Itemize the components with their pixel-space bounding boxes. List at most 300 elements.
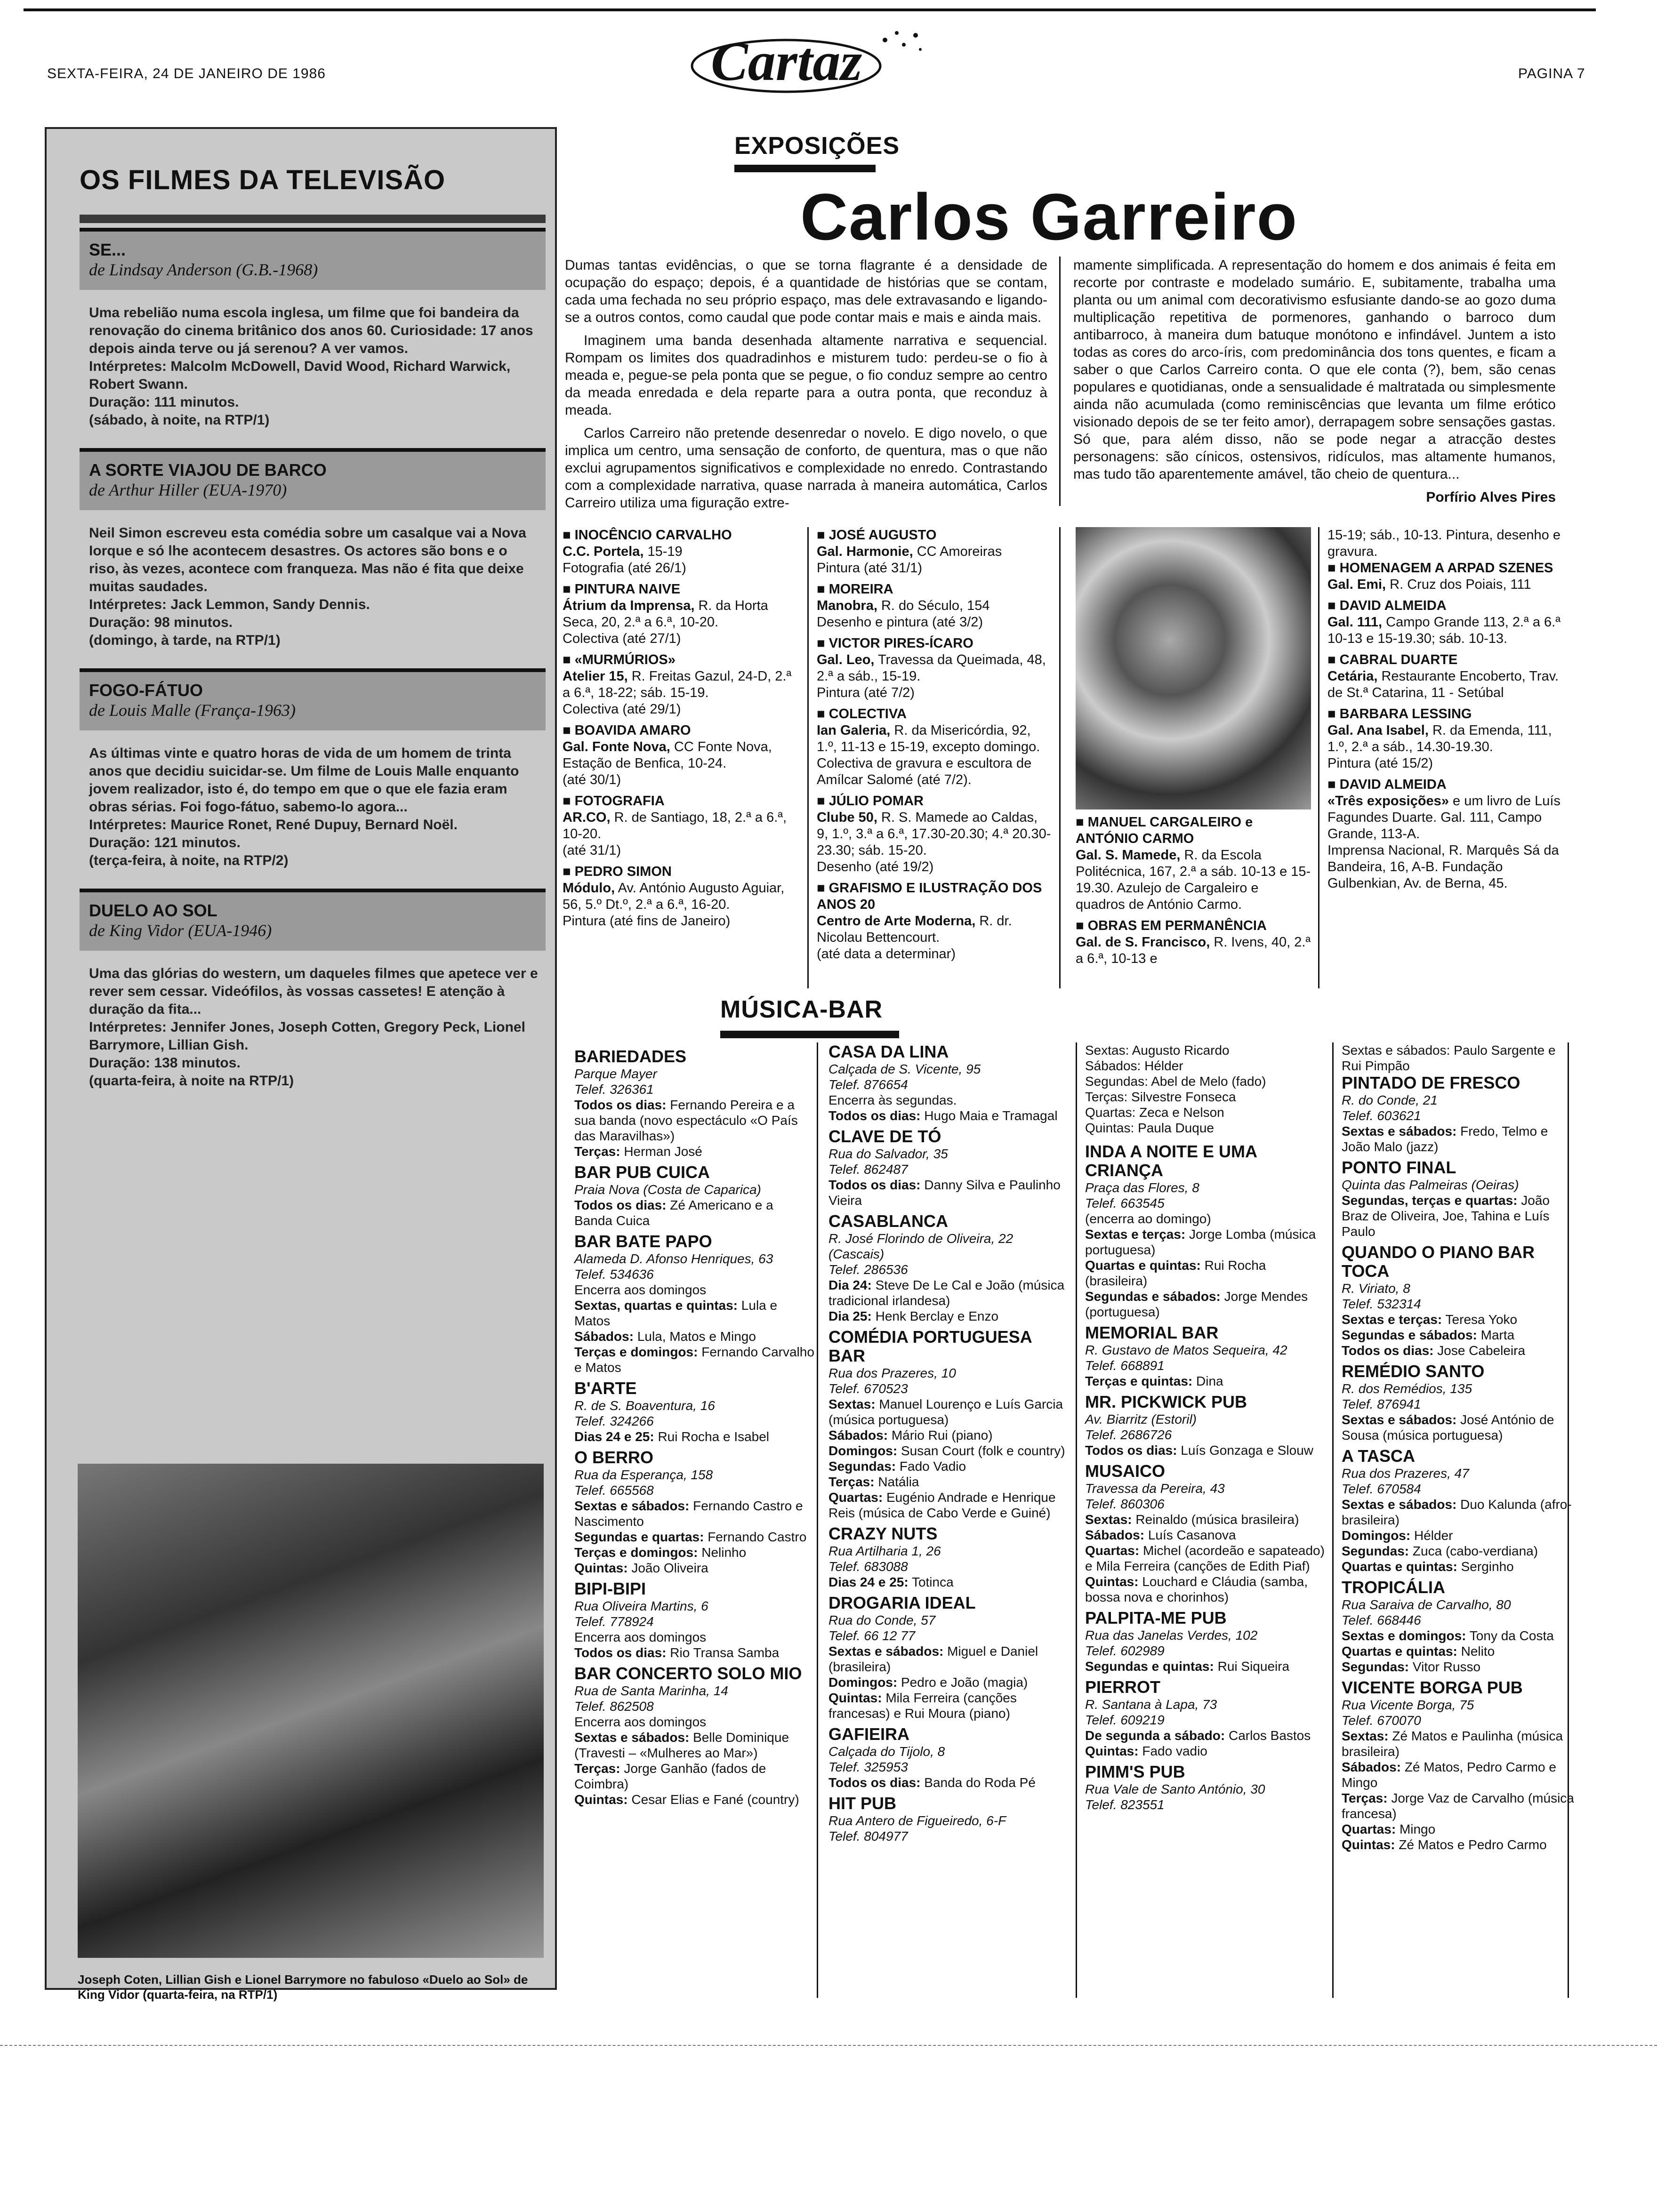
bar-listing	[1085, 1609, 1325, 1674]
bar-name: BAR PUB CUICA	[574, 1162, 710, 1182]
exhibition-details: R. de Santiago, 18, 2.ª a 6.ª, 10-20.	[563, 810, 787, 842]
schedule-act: Mila Ferreira (canções francesas) e Rui Moura (piano)	[828, 1691, 1017, 1721]
exhibition-name: ■ VICTOR PIRES-ÍCARO	[817, 635, 1052, 652]
schedule-line	[1342, 1528, 1577, 1543]
bar-phone: Telef. 324266	[574, 1414, 654, 1428]
schedule-act: Augusto Ricardo	[1132, 1043, 1230, 1058]
schedule-line	[1085, 1058, 1325, 1074]
bar-name: BARIEDADES	[574, 1047, 687, 1066]
schedule-line	[1085, 1089, 1325, 1105]
schedule-days: Quintas:	[1342, 1837, 1395, 1852]
film-director: de Louis Malle (França-1963)	[89, 701, 296, 720]
listing-continuation: 15-19; sáb., 10-13. Pintura, desenho e gravura.	[1327, 528, 1560, 559]
schedule-days: Todos os dias:	[1085, 1443, 1177, 1458]
schedule-act: Encerra aos domingos	[574, 1715, 707, 1729]
schedule-days: Quartas:	[1085, 1105, 1136, 1120]
bar-phone: Telef. 286536	[828, 1262, 908, 1277]
exhibition-venue: Gal. S. Mamede,	[1076, 848, 1181, 863]
exhibition-venue-line	[1076, 847, 1311, 913]
bar-address: Rua Artilharia 1, 26	[828, 1544, 941, 1558]
schedule-days: Quartas e quintas:	[1342, 1559, 1457, 1574]
exhibition-name: ■ HOMENAGEM A ARPAD SZENES	[1327, 560, 1563, 577]
film-description	[80, 730, 546, 884]
schedule-act: Fado Vadio	[899, 1459, 966, 1474]
exhibition-details: R. dr. Nicolau Bettencourt.	[817, 914, 1012, 945]
top-rule	[24, 8, 1596, 11]
listing-group	[1327, 560, 1563, 892]
schedule-act: Lula, Matos e Mingo	[637, 1329, 756, 1344]
exhibition-venue: Manobra,	[817, 598, 877, 613]
schedule-days: De segunda a sábado:	[1085, 1728, 1225, 1743]
bar-name: CRAZY NUTS	[828, 1524, 938, 1543]
exhibition-details: Travessa da Queimada, 48, 2.ª a sáb., 15-19.	[817, 652, 1046, 684]
film-director: de Lindsay Anderson (G.B.-1968)	[89, 260, 318, 279]
music-col-3	[1085, 1042, 1325, 1816]
schedule-days: Terças e quintas:	[1085, 1374, 1193, 1388]
schedule-days: Quartas:	[1342, 1822, 1396, 1836]
schedule-line	[574, 1282, 814, 1298]
film-synopsis: Neil Simon escreveu esta comédia sobre um casalque vai a Nova Iorque e só lhe acontecem desastres. Os actores são bons e o riso, às vezes, acontece com franqueza. Mas não é fita que deixe muitas saudades.	[89, 525, 526, 594]
exhibition-details: CC Fonte Nova, Estação de Benfica, 10-24.	[563, 739, 772, 771]
exhibition-note: Colectiva (até 29/1)	[563, 702, 681, 717]
schedule-act: Rui Rocha e Isabel	[658, 1429, 770, 1444]
schedule-days: Quartas e quintas:	[1342, 1644, 1457, 1659]
schedule-act: Carlos Bastos	[1228, 1728, 1311, 1743]
exhibition-venue-line	[817, 913, 1052, 946]
bar-address: R. José Florindo de Oliveira, 22 (Cascais)	[828, 1231, 1014, 1261]
bar-name: INDA A NOITE E UMA CRIANÇA	[1085, 1142, 1257, 1180]
schedule-line	[828, 1574, 1069, 1590]
bar-name: GAFIEIRA	[828, 1724, 910, 1744]
schedule-line	[1085, 1258, 1325, 1289]
exhibition-note: Imprensa Nacional, R. Marquês Sá da Bandeira, 16, A-B. Fundação Gulbenkian, Av. de Berna, 45.	[1327, 843, 1559, 891]
exhibition-listing	[563, 652, 798, 718]
bar-phone: Telef. 804977	[828, 1829, 908, 1843]
column-rule	[1076, 1042, 1077, 1998]
exhibition-note: Desenho (até 19/2)	[817, 859, 934, 874]
bar-phone: Telef. 2686726	[1085, 1427, 1172, 1442]
cartaz-logo	[683, 21, 927, 96]
schedule-line	[574, 1298, 814, 1329]
bar-address: Travessa da Pereira, 43	[1085, 1481, 1225, 1496]
schedule-act: Silvestre Fonseca	[1131, 1090, 1236, 1104]
schedule-act: Tony da Costa	[1469, 1628, 1554, 1643]
exhibition-name: ■ «MURMÚRIOS»	[563, 652, 798, 668]
exhibition-venue: Gal. Fonte Nova,	[563, 739, 670, 754]
schedule-line	[1342, 1312, 1577, 1327]
schedule-line	[1085, 1373, 1325, 1389]
schedule-line	[1085, 1443, 1325, 1458]
bar-phone: Telef. 663545	[1085, 1196, 1165, 1210]
schedule-days: Quintas:	[1085, 1121, 1134, 1135]
bar-phone: Telef. 670584	[1342, 1482, 1421, 1496]
bar-name: CASABLANCA	[828, 1211, 948, 1231]
bar-phone: Telef. 670070	[1342, 1713, 1421, 1728]
film-schedule: (sábado, à noite, na RTP/1)	[89, 412, 270, 428]
schedule-days: Quintas:	[1085, 1574, 1139, 1589]
bar-listing	[828, 1042, 1069, 1123]
schedule-days: Segundas e quintas:	[1085, 1659, 1214, 1674]
bar-address: R. Gustavo de Matos Sequeira, 42	[1085, 1343, 1287, 1357]
schedule-days: Todos os dias:	[574, 1198, 667, 1212]
bar-address: Rua Vale de Santo António, 30	[1085, 1782, 1265, 1796]
film-schedule: (domingo, à tarde, na RTP/1)	[89, 633, 281, 648]
schedule-line	[574, 1329, 814, 1344]
schedule-line	[574, 1792, 814, 1807]
bar-name: VICENTE BORGA PUB	[1342, 1678, 1523, 1697]
exhibition-venue-line	[563, 668, 798, 701]
exhibition-name: ■ INOCÊNCIO CARVALHO	[563, 527, 798, 544]
schedule-days: Sextas:	[1085, 1043, 1129, 1058]
bar-name: MR. PICKWICK PUB	[1085, 1392, 1247, 1411]
schedule-days: Sextas e sábados:	[1342, 1124, 1457, 1138]
exhibition-listing	[563, 581, 798, 647]
bar-phone: Telef. 860306	[1085, 1497, 1165, 1511]
schedule-line	[1342, 1759, 1577, 1790]
bar-listing	[828, 1594, 1069, 1721]
schedule-days: Sextas e sábados:	[1342, 1497, 1457, 1512]
schedule-line	[1085, 1543, 1325, 1574]
exhibition-details: R. da Misericórdia, 92, 1.º, 11-13 e 15-19, excepto domingo.	[817, 723, 1040, 754]
schedule-line	[1085, 1211, 1325, 1226]
schedule-line	[574, 1197, 814, 1228]
schedule-act: Reinaldo (música brasileira)	[1135, 1512, 1299, 1527]
bar-phone: Telef. 603621	[1342, 1108, 1421, 1123]
exhibition-venue-line	[563, 880, 798, 913]
schedule-days: Sábados:	[574, 1329, 634, 1344]
schedule-days: Dias 24 e 25:	[574, 1429, 654, 1444]
column-rule	[1568, 1042, 1569, 1998]
schedule-act: Susan Court (folk e country)	[901, 1443, 1065, 1458]
schedule-line	[574, 1097, 814, 1144]
schedule-act: Totinca	[911, 1575, 954, 1589]
film-header	[80, 448, 546, 510]
listings-col-2	[817, 527, 1052, 967]
bar-address: R. Santana à Lapa, 73	[1085, 1697, 1217, 1712]
film-schedule: (terça-feira, à noite, na RTP/2)	[89, 853, 289, 868]
film-cast: Malcolm McDowell, David Wood, Richard Warwick, Robert Swann.	[89, 359, 511, 392]
bar-listing	[1342, 1362, 1577, 1443]
music-list	[1085, 1142, 1325, 1812]
schedule-days: Segundas:	[828, 1459, 896, 1474]
schedule-days: Todos os dias:	[828, 1178, 921, 1192]
bar-name: BAR CONCERTO SOLO MIO	[574, 1664, 802, 1683]
listings-col-1	[563, 527, 798, 934]
schedule-line	[574, 1498, 814, 1529]
bar-listing	[574, 1579, 814, 1660]
exhibition-venue: Módulo,	[563, 881, 615, 896]
duration-label: Duração:	[89, 615, 151, 630]
schedule-line	[1342, 1343, 1577, 1358]
exhibition-venue-line	[1327, 614, 1563, 647]
bar-address: Rua dos Prazeres, 47	[1342, 1466, 1469, 1481]
schedule-act: Jorge Mendes (portuguesa)	[1085, 1289, 1308, 1319]
schedule-act: Mário Rui (piano)	[891, 1428, 993, 1443]
bar-phone: Telef. 876941	[1342, 1397, 1421, 1411]
exhibition-venue-line	[563, 809, 798, 842]
schedule-act: Teresa Yoko	[1445, 1312, 1518, 1327]
exhibition-details: e um livro de Luís Fagundes Duarte. Gal. 111, Campo Grande, 113-A.	[1327, 793, 1560, 842]
schedule-days: Segundas e quartas:	[574, 1530, 704, 1544]
schedule-act: Danny Silva e Paulinho Vieira	[828, 1178, 1061, 1208]
exhibition-venue: «Três exposições»	[1327, 793, 1449, 809]
duration-label: Duração:	[89, 394, 151, 410]
schedule-act: Jorge Lomba (música portuguesa)	[1085, 1227, 1316, 1257]
schedule-days: Terças:	[574, 1761, 620, 1776]
exhibition-venue: Gal. Emi,	[1327, 577, 1386, 592]
schedule-line	[1342, 1790, 1577, 1821]
bar-address: Rua do Conde, 57	[828, 1613, 936, 1627]
bar-listing	[1085, 1323, 1325, 1389]
schedule-days: Segundas:	[1085, 1074, 1148, 1089]
exhibition-listing	[1327, 560, 1563, 593]
film-synopsis: Uma rebelião numa escola inglesa, um filme que foi bandeira da renovação do cinema britânico dos anos 60. Curiosidade: 17 anos depois ainda terve ou já serenou? A ver vamos.	[89, 305, 533, 356]
schedule-days: Sextas e terças:	[1085, 1227, 1186, 1242]
bar-phone: Telef. 66 12 77	[828, 1628, 916, 1643]
music-continuation	[1085, 1042, 1325, 1136]
schedule-act: Nelinho	[701, 1545, 747, 1560]
exhibition-venue-line	[1327, 668, 1563, 701]
schedule-act: Abel de Melo (fado)	[1151, 1074, 1266, 1089]
schedule-line	[1085, 1659, 1325, 1674]
exhibition-name: ■ BARBARA LESSING	[1327, 706, 1563, 722]
schedule-days: Sábados:	[1085, 1528, 1145, 1542]
schedule-days: Quintas:	[574, 1792, 628, 1807]
schedule-act: Steve De Le Cal e João (música tradicional irlandesa)	[828, 1278, 1065, 1308]
schedule-days: Sextas e sábados:	[574, 1730, 690, 1745]
cast-label: Intérpretes:	[89, 817, 167, 833]
schedule-act: Fernando Castro	[708, 1530, 807, 1544]
bar-phone: Telef. 665568	[574, 1483, 654, 1498]
schedule-act: Manuel Lourenço e Luís Garcia (música portuguesa)	[828, 1397, 1063, 1427]
film-item	[80, 668, 546, 884]
bar-name: PONTO FINAL	[1342, 1158, 1456, 1177]
exhibition-venue: Gal. 111,	[1327, 615, 1383, 630]
bar-address: Rua da Esperança, 158	[574, 1467, 713, 1482]
exhibition-details: R. Freitas Gazul, 24-D, 2.ª a 6.ª, 18-22; sáb. 15-19.	[563, 669, 792, 700]
schedule-days: Quintas:	[828, 1691, 882, 1705]
schedule-days: Todos os dias:	[574, 1645, 667, 1660]
schedule-line	[1342, 1837, 1577, 1852]
exhibition-note: Desenho e pintura (até 3/2)	[817, 615, 983, 630]
schedule-act: Fernando Pereira e a sua banda (novo espectáculo «O País das Maravilhas»)	[574, 1098, 798, 1143]
film-header	[80, 668, 546, 730]
exhibition-venue: Gal. Leo,	[817, 652, 875, 667]
schedule-days: Sextas e sábados:	[828, 1644, 944, 1659]
exhibition-name: ■ FOTOGRAFIA	[563, 793, 798, 809]
bar-listing	[574, 1664, 814, 1807]
exhibition-note: Pintura (até 7/2)	[817, 685, 915, 700]
schedule-line	[574, 1144, 814, 1159]
bar-listing	[828, 1328, 1069, 1521]
bar-address: R. dos Remédios, 135	[1342, 1381, 1472, 1396]
schedule-days: Todos os dias:	[828, 1108, 921, 1123]
exhibition-venue: Clube 50,	[817, 810, 877, 825]
schedule-act: Hugo Maia e Tramagal	[924, 1108, 1058, 1123]
bar-address: R. de S. Boaventura, 16	[574, 1398, 715, 1413]
bar-address: Rua de Santa Marinha, 14	[574, 1683, 728, 1698]
schedule-act: Rio Transa Samba	[670, 1645, 780, 1660]
schedule-act: Zé Matos e Pedro Carmo	[1399, 1837, 1547, 1852]
schedule-act: Fernando Carvalho e Matos	[574, 1345, 814, 1375]
schedule-days: Terças:	[1085, 1090, 1128, 1104]
exhibition-venue-line	[1327, 793, 1563, 842]
schedule-act: Jorge Ganhão (fados de Coimbra)	[574, 1761, 766, 1791]
bar-name: COMÉDIA PORTUGUESA BAR	[828, 1327, 1032, 1365]
bar-phone: Telef. 683088	[828, 1559, 908, 1574]
bar-phone: Telef. 534636	[574, 1267, 654, 1282]
schedule-days: Domingos:	[1342, 1528, 1411, 1543]
schedule-line	[574, 1714, 814, 1730]
film-item	[80, 228, 546, 443]
schedule-line	[828, 1092, 1069, 1108]
schedule-line	[1085, 1105, 1325, 1120]
schedule-act: Miguel e Daniel (brasileira)	[828, 1644, 1038, 1674]
exhibition-listing	[817, 581, 1052, 631]
bar-phone: Telef. 532314	[1342, 1297, 1421, 1311]
issue-date: SEXTA-FEIRA, 24 DE JANEIRO DE 1986	[47, 66, 326, 81]
article-title: Carlos Garreiro	[800, 180, 1298, 254]
film-title: FOGO-FÁTUO	[89, 681, 203, 700]
bar-name: MEMORIAL BAR	[1085, 1323, 1219, 1342]
schedule-line	[1342, 1497, 1577, 1528]
article-col-2	[1073, 256, 1556, 506]
paragraph: Imaginem uma banda desenhada altamente narrativa e sequencial. Rompam os limites dos quadradinhos e misturem tudo: perdeu-se o fio à meada e, pegue-se pela ponta que se pegue, o fio conduz sempre ao centro da meada enredada e dela reparte para a outra ponta, que reconduz à meada.	[565, 333, 1047, 418]
bar-name: QUANDO O PIANO BAR TOCA	[1342, 1242, 1535, 1281]
schedule-act: Eugénio Andrade e Henrique Reis (música de Cabo Verde e Guiné)	[828, 1490, 1056, 1520]
schedule-line	[1085, 1574, 1325, 1605]
schedule-act: Lula e Matos	[574, 1298, 778, 1328]
author: Porfírio Alves Pires	[1426, 489, 1556, 505]
exhibition-venue: Gal. de S. Francisco,	[1076, 935, 1210, 950]
film-header	[80, 228, 546, 290]
schedule-act: Herman José	[624, 1144, 702, 1159]
bar-listing	[828, 1127, 1069, 1208]
bar-name: PINTADO DE FRESCO	[1342, 1073, 1520, 1092]
schedule-line	[574, 1545, 814, 1560]
exhibition-listing	[563, 864, 798, 930]
bar-listing	[828, 1212, 1069, 1324]
schedule-days: Todos os dias:	[828, 1775, 921, 1790]
exhibition-note: Fotografia (até 26/1)	[563, 561, 686, 576]
bar-address: Alameda D. Afonso Henriques, 63	[574, 1251, 773, 1266]
exhibition-listing	[1327, 777, 1563, 892]
schedule-line	[1342, 1042, 1577, 1074]
cast-label: Intérpretes:	[89, 597, 167, 612]
schedule-act: Luís Casanova	[1148, 1528, 1236, 1542]
bar-listing	[828, 1794, 1069, 1844]
exhibition-name: ■ OBRAS EM PERMANÊNCIA	[1076, 918, 1311, 934]
film-title: DUELO AO SOL	[89, 901, 217, 920]
expo-section-head: EXPOSIÇÕES	[734, 132, 900, 160]
bar-listing	[1342, 1243, 1577, 1358]
schedule-days: Sábados:	[1085, 1058, 1141, 1073]
schedule-line	[1085, 1289, 1325, 1320]
exhibition-details: R. da Horta Seca, 20, 2.ª a 6.ª, 10-20.	[563, 598, 768, 630]
bar-listing	[1085, 1142, 1325, 1320]
column-rule	[1332, 1042, 1334, 1998]
schedule-act: José António de Sousa (música portuguesa)	[1342, 1412, 1554, 1443]
schedule-line	[828, 1108, 1069, 1123]
schedule-line	[574, 1761, 814, 1792]
schedule-line	[574, 1730, 814, 1761]
schedule-line	[828, 1443, 1069, 1459]
bar-listing	[1342, 1447, 1577, 1574]
duration-label: Duração:	[89, 1055, 151, 1071]
bar-name: A TASCA	[1342, 1446, 1415, 1466]
film-schedule: (quarta-feira, à noite na RTP/1)	[89, 1073, 294, 1089]
bar-name: O BERRO	[574, 1448, 654, 1467]
bar-listing	[1342, 1578, 1577, 1675]
schedule-line	[828, 1177, 1069, 1208]
schedule-line	[1342, 1821, 1577, 1837]
bar-phone: Telef. 326361	[574, 1082, 654, 1097]
paragraph: mamente simplificada. A representação do homem e dos animais é feita em recorte por contraste e modelado sumário. E, subitamente, trabalha uma planta ou um animal com decorativismo esfusiante dando-se ao gozo duma multiplicação repetitiva de pormenores, ganhando o barroco dum antibarroco, à maneira dum batuque monótono e infindável. Juntem a isto todas as cores do arco-íris, com predominância dos tons quentes, e ficam a saber o que Carlos Carreiro conta. O que ele conta (?), bem, são cenas populares e quotidianas, onde a sensualidade é maltratada ou simplesmente ainda não acumulada (como reminiscências que levanta um filme erótico visionado depois de se ter feito amor), derrapagem sobre sensações gastas. Só que, para além disso, não se pode negar a atracção destes personagens: são cínicos, ostensivos, ridículos, mas altamente humanos, mas tudo tão aparentemente amável, tão cheio de quentura...	[1073, 257, 1556, 482]
schedule-days: Terças e domingos:	[574, 1545, 698, 1560]
bar-phone: Telef. 609219	[1085, 1713, 1165, 1727]
bar-listing	[574, 1232, 814, 1375]
exhibition-venue-line	[1076, 934, 1311, 967]
schedule-act: Nelito	[1461, 1644, 1495, 1659]
bar-name: HIT PUB	[828, 1794, 896, 1813]
bar-name: BIPI-BIPI	[574, 1579, 646, 1598]
column-rule	[817, 1042, 818, 1998]
bar-address: Rua Saraiva de Carvalho, 80	[1342, 1597, 1511, 1612]
exhibition-listing	[563, 793, 798, 859]
schedule-line	[828, 1474, 1069, 1490]
exhibition-listing	[1076, 918, 1311, 967]
exhibition-venue-line	[1327, 722, 1563, 755]
schedule-days: Segundas e sábados:	[1342, 1328, 1477, 1342]
schedule-line	[574, 1629, 814, 1645]
exhibition-venue: Cetária,	[1327, 669, 1378, 684]
schedule-days: Domingos:	[828, 1443, 898, 1458]
bar-listing	[828, 1524, 1069, 1590]
schedule-days: Todos os dias:	[574, 1098, 667, 1112]
schedule-days: Terças:	[574, 1144, 620, 1159]
bar-listing	[1342, 1678, 1577, 1852]
exhibition-venue: Ian Galeria,	[817, 723, 891, 738]
exhibition-note: Colectiva (até 27/1)	[563, 631, 681, 646]
schedule-act: Belle Dominique (Travesti – «Mulheres ao Mar»)	[574, 1730, 789, 1760]
schedule-days: Sextas, quartas e quintas:	[574, 1298, 738, 1313]
schedule-days: Sábados:	[828, 1428, 888, 1443]
exhibition-venue-line	[563, 544, 798, 560]
exhibition-venue: Gal. Ana Isabel,	[1327, 723, 1429, 738]
exhibition-details: 15-19	[647, 544, 683, 559]
schedule-line	[574, 1344, 814, 1375]
schedule-act: Hélder	[1414, 1528, 1453, 1543]
exhibition-venue-line	[817, 722, 1052, 755]
exhibition-venue: C.C. Portela,	[563, 544, 644, 559]
schedule-act: Natália	[878, 1475, 919, 1489]
bar-name: REMÉDIO SANTO	[1342, 1362, 1485, 1381]
bar-address: R. do Conde, 21	[1342, 1093, 1438, 1107]
schedule-days: Quintas:	[574, 1561, 628, 1575]
duration-label: Duração:	[89, 835, 151, 850]
exhibition-venue: AR.CO,	[563, 810, 611, 825]
exhibition-venue: Centro de Arte Moderna,	[817, 914, 976, 929]
film-list	[80, 228, 546, 1104]
schedule-line	[1342, 1559, 1577, 1574]
bar-address: Rua do Salvador, 35	[828, 1146, 948, 1161]
schedule-act: Vitor Russo	[1412, 1659, 1481, 1674]
column-rule	[807, 527, 809, 988]
exhibition-note: Pintura (até 15/2)	[1327, 756, 1433, 771]
schedule-act: Zeca e Nelson	[1139, 1105, 1224, 1120]
exhibition-name: ■ BOAVIDA AMARO	[563, 722, 798, 739]
bar-name: CASA DA LINA	[828, 1042, 949, 1061]
